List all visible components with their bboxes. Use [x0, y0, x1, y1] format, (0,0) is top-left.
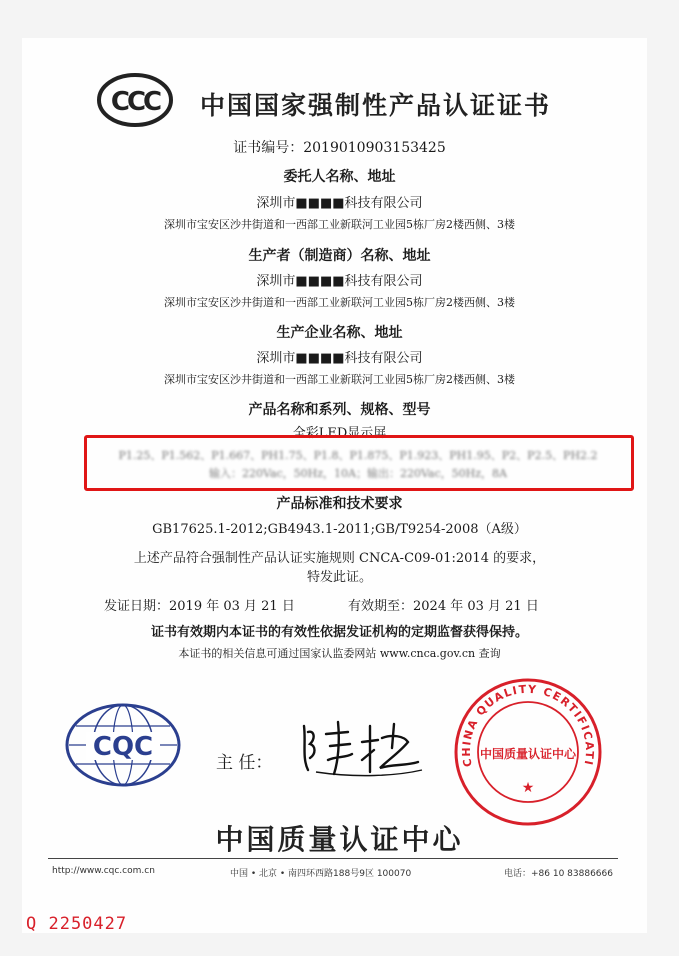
standards-list: GB17625.1-2012;GB4943.1-2011;GB/T9254-2008（A级） [152, 522, 527, 537]
official-seal [452, 676, 604, 828]
producer-name: 深圳市■■■■科技有限公司 [256, 274, 423, 289]
factory-heading: 生产企业名称、地址 [276, 325, 403, 341]
query-note: 本证书的相关信息可通过国家认监委网站 www.cnca.gov.cn 查询 [178, 647, 501, 660]
certificate-title: 中国国家强制性产品认证证书 [200, 91, 552, 120]
client-name: 深圳市■■■■科技有限公司 [256, 196, 423, 211]
client-heading: 委托人名称、地址 [283, 169, 396, 185]
footer-address: 中国 • 北京 • 南四环西路188号9区 100070 [230, 869, 412, 879]
factory-address: 深圳市宝安区沙井街道和一西部工业新联河工业园5栋厂房2楼西侧、3楼 [164, 373, 515, 386]
producer-heading: 生产者（制造商）名称、地址 [248, 248, 431, 264]
conformity-line-1: 上述产品符合强制性产品认证实施规则 CNCA-C09-01:2014 的要求， [133, 551, 546, 566]
footer-url: http://www.cqc.com.cn [52, 866, 155, 876]
conformity-line-2: 特发此证。 [306, 570, 372, 585]
product-heading: 产品名称和系列、规格、型号 [248, 402, 431, 418]
standards-heading: 产品标准和技术要求 [276, 496, 403, 512]
validity-note: 证书有效期内本证书的有效性依据发证机构的定期监督获得保持。 [150, 625, 528, 640]
issuer-name: 中国质量认证中心 [215, 823, 464, 856]
cert-number: 证书编号：2019010903153425 [233, 140, 446, 156]
client-address: 深圳市宝安区沙井街道和一西部工业新联河工业园5栋厂房2楼西侧、3楼 [164, 218, 515, 231]
footer-phone: 电话：+86 10 83886666 [504, 869, 613, 879]
ccc-logo-text: CCC [110, 87, 160, 117]
producer-address: 深圳市宝安区沙井街道和一西部工业新联河工业园5栋厂房2楼西侧、3楼 [164, 296, 515, 309]
director-label: 主 任： [216, 753, 273, 773]
expiry-date: 有效期至：2024 年 03 月 21 日 [348, 599, 539, 614]
cqc-logo-text: CQC [92, 732, 154, 762]
product-models: P1.25、P1.562、P1.667、PH1.75、P1.8、P1.875、P1.923、PH1.95、P2、P2.5、PH2.2 [118, 449, 598, 462]
seal-inner-text: 中国质量认证中心 [479, 747, 577, 761]
director-signature [296, 712, 426, 782]
footer-divider [48, 858, 618, 859]
issue-date: 发证日期：2019 年 03 月 21 日 [104, 599, 295, 614]
ccc-logo [96, 72, 174, 128]
seal-outer-text: CHINA QUALITY CERTIFICATI [459, 682, 597, 768]
product-rating: 输入：220Vac，50Hz，10A；输出：220Vac，50Hz，8A [209, 467, 507, 480]
product-name: 全彩LED显示屏 [292, 426, 387, 441]
seal-star-icon: ★ [521, 780, 535, 796]
highlight-box [84, 435, 634, 491]
factory-name: 深圳市■■■■科技有限公司 [256, 351, 423, 366]
serial-number: Q 2250427 [26, 914, 128, 934]
cqc-logo [64, 702, 182, 788]
